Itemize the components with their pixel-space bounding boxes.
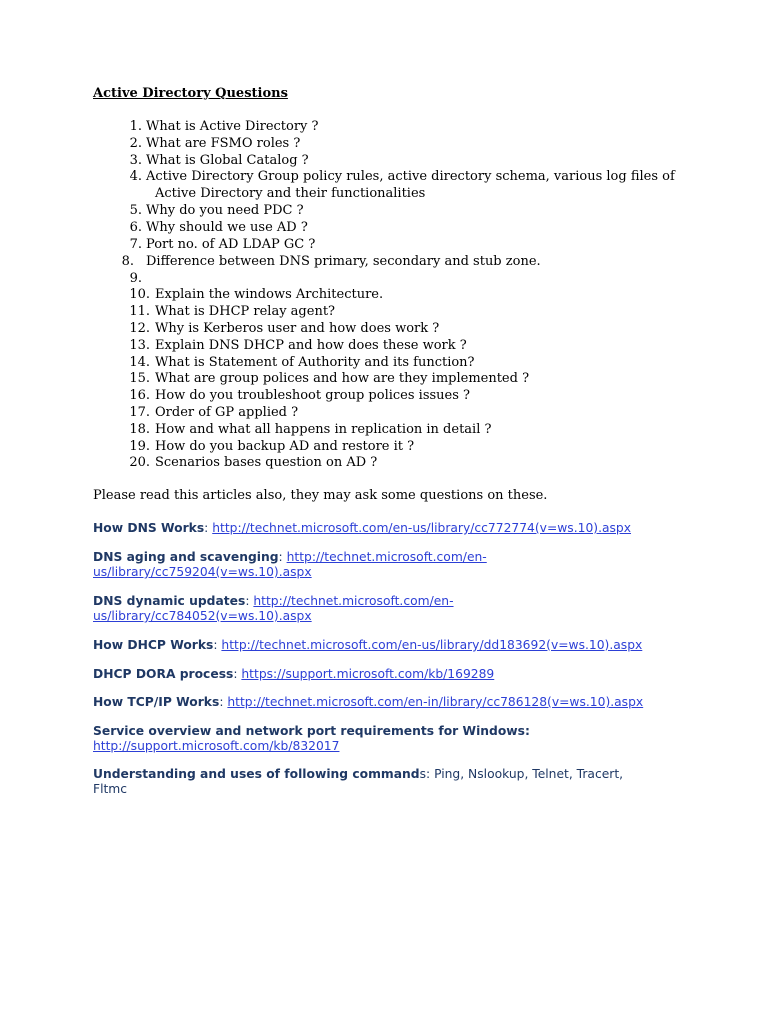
command-list: Ping, Nslookup, Telnet, Tracert, [434,767,624,781]
question-text: How and what all happens in replication in detail ? [155,421,492,437]
reference-link-line2 [93,565,693,580]
reference-label: How DHCP Works [93,638,214,652]
question-number: 10. [129,287,150,303]
question-number: 1. [129,119,142,134]
reference-label: DNS dynamic updates [93,594,246,608]
reference-label: Service overview and network port requirements for Windows [93,724,525,738]
question-text: What are FSMO roles ? [146,135,301,151]
reference-link-continuation[interactable]: us/library/cc759204(v=ws.10).aspx [93,565,312,579]
reference-link[interactable]: http://technet.microsoft.com/en- [253,594,454,608]
question-number: 18. [129,421,150,437]
question-text: Why is Kerberos user and how does work ? [155,320,440,336]
reference-item [93,667,693,682]
question-text: What is DHCP relay agent? [155,304,336,320]
question-item [0,153,768,170]
question-text: What is Global Catalog ? [146,152,309,168]
question-number: 14. [129,354,150,370]
reference-item [93,767,693,797]
reference-separator: s: [419,767,435,781]
question-list [0,119,768,472]
question-number: 11. [129,304,150,320]
reference-separator: : [245,594,254,608]
question-item [0,254,768,271]
command-list-continuation: Fltmc [93,782,128,796]
question-number: 13. [129,337,150,353]
question-text: How do you troubleshoot group polices issues ? [155,388,471,404]
reference-link-continuation[interactable]: http://support.microsoft.com/kb/832017 [93,739,340,753]
reference-label: DHCP DORA process [93,667,234,681]
reference-link-continuation[interactable]: us/library/cc784052(v=ws.10).aspx [93,609,312,623]
question-text: Why do you need PDC ? [146,202,304,218]
reference-item [93,724,693,754]
question-text: Order of GP applied ? [155,404,299,420]
question-text: Port no. of AD LDAP GC ? [146,236,316,252]
question-number: 12. [129,320,150,336]
question-item [0,355,768,372]
reference-label: How TCP/IP Works [93,695,220,709]
question-number: 9. [129,270,142,286]
question-text: How do you backup AD and restore it ? [155,438,415,454]
intro-paragraph: Please read this articles also, they may ask some questions on these. [93,488,548,503]
question-item [0,321,768,338]
question-number: 2. [129,135,142,151]
question-item [0,405,768,422]
question-item [0,119,768,136]
reference-separator: : [204,521,213,535]
question-text: Active Directory Group policy rules, active directory schema, various log files of [146,169,675,185]
question-item [0,388,768,405]
question-number: 3. [129,152,142,168]
question-text: What are group polices and how are they implemented ? [155,371,530,387]
question-item [0,203,768,220]
question-number: 15. [129,371,150,387]
question-text: Explain DNS DHCP and how does these work ? [155,337,467,353]
question-text-continuation: Active Directory and their functionalities [155,186,426,202]
question-item [0,136,768,153]
reference-label: Understanding and uses of following command [93,767,420,781]
question-number: 6. [129,219,142,235]
question-number: 4. [129,169,142,185]
reference-separator: : [233,667,242,681]
reference-link[interactable]: http://technet.microsoft.com/en- [286,550,487,564]
reference-item [93,638,693,653]
reference-item [93,695,693,710]
question-text: What is Statement of Authority and its function? [155,354,475,370]
question-item [0,271,768,288]
reference-link[interactable]: https://support.microsoft.com/kb/169289 [241,667,495,681]
question-number: 8. [121,253,134,269]
question-text: Difference between DNS primary, secondary and stub zone. [146,253,541,269]
question-number: 20. [129,455,150,471]
reference-link-line2 [93,739,693,754]
reference-link[interactable]: http://technet.microsoft.com/en-us/library/cc772774(v=ws.10).aspx [212,521,632,535]
question-text: Explain the windows Architecture. [155,287,384,303]
question-number: 16. [129,388,150,404]
reference-item [93,594,693,624]
question-item [0,287,768,304]
reference-link[interactable]: http://technet.microsoft.com/en-us/library/dd183692(v=ws.10).aspx [221,638,643,652]
reference-separator: : [278,550,287,564]
reference-item [93,550,693,580]
question-item [0,455,768,472]
reference-label: DNS aging and scavenging [93,550,279,564]
question-text: What is Active Directory ? [146,119,319,134]
question-number: 19. [129,438,150,454]
question-item [0,220,768,237]
reference-label: How DNS Works [93,521,205,535]
question-text: Scenarios bases question on AD ? [155,455,378,471]
question-number: 7. [129,236,142,252]
reference-separator: : [219,695,228,709]
question-item [0,422,768,439]
reference-separator: : [524,724,530,738]
question-number: 5. [129,202,142,218]
question-text: Why should we use AD ? [146,219,308,235]
reference-separator: : [213,638,222,652]
document-title: Active Directory Questions [93,86,288,101]
reference-link-line2 [93,609,693,624]
question-number: 17. [129,404,150,420]
question-item [0,169,768,203]
question-item [0,439,768,456]
question-item [0,237,768,254]
question-item [0,371,768,388]
question-item [0,304,768,321]
question-item [0,338,768,355]
reference-item [93,521,693,536]
reference-link[interactable]: http://technet.microsoft.com/en-in/library/cc786128(v=ws.10).aspx [227,695,644,709]
